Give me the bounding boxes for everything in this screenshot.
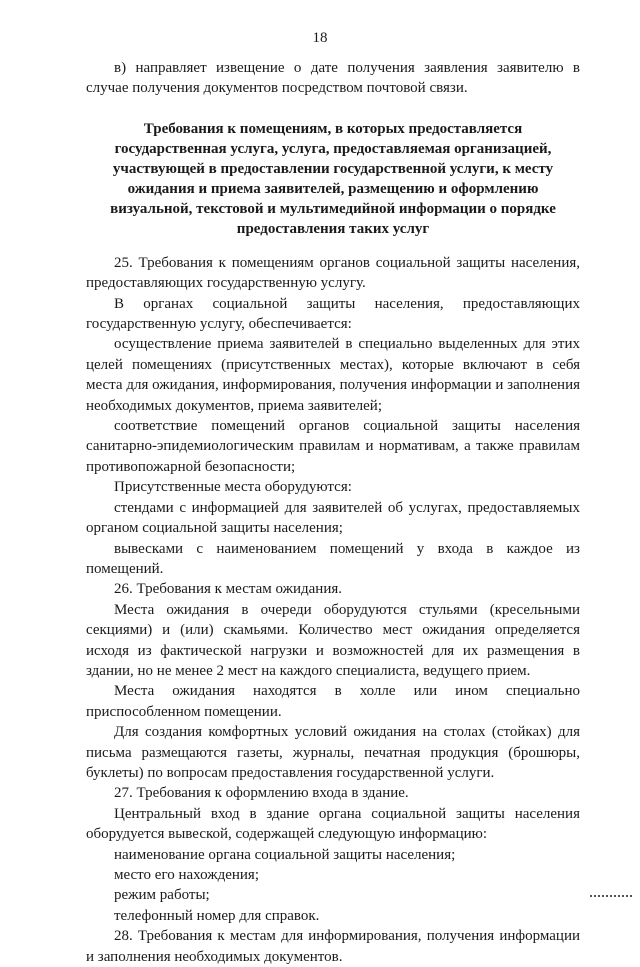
list-item: телефонный номер для справок.: [114, 907, 320, 924]
page-number: 18: [312, 30, 328, 46]
paragraph: Центральный вход в здание органа социальной защиты населения оборудуется вывеской, содержащей следующую информацию:: [86, 805, 580, 843]
paragraph: Места ожидания находятся в холле или ином специально приспособленном помещении.: [86, 683, 580, 720]
paragraph: Присутственные места оборудуются:: [114, 479, 352, 496]
paragraph-25: 25. Требования к помещениям органов социальной защиты населения, предоставляющих государственную услугу.: [86, 254, 580, 292]
list-item: наименование органа социальной защиты населения;: [114, 846, 456, 863]
scan-artifact-dots: [590, 895, 632, 899]
paragraph: осуществление приема заявителей в специально выделенных для этих целей помещениях (присутственных местах), которые включают в себя места для ожидания, информирования, получения информации и заполнения необходимых документов, приема заявителей;: [86, 336, 580, 414]
intro-paragraph: в) направляет извещение о дате получения заявления заявителю в случае получения документов посредством почтовой связи.: [86, 60, 580, 97]
paragraph-27: 27. Требования к оформлению входа в здание.: [114, 785, 409, 802]
document-body: [86, 58, 580, 967]
paragraph-28: 28. Требования к местам для информирования, получения информации и заполнения необходимых документов.: [86, 928, 580, 965]
paragraph: Места ожидания в очереди оборудуются стульями (кресельными секциями) и (или) скамьями. Количество мест ожидания определяется исходя из фактической нагрузки и возможностей для их размещения в здании, но не менее 2 мест на каждого специалиста, ведущего прием.: [86, 601, 580, 679]
paragraph-26: 26. Требования к местам ожидания.: [114, 581, 342, 598]
paragraph: вывесками с наименованием помещений у входа в каждое из помещений.: [86, 540, 580, 577]
paragraph: соответствие помещений органов социальной защиты населения санитарно-эпидемиологическим правилам и нормативам, а также правилам противопожарной безопасности;: [86, 418, 580, 475]
section-heading: Требования к помещениям, в которых предоставляется государственная услуга, услуга, предоставляемая организацией, участвующей в предоставлении государственной услуги, к месту ожидания и приема заявителей, размещению и оформлению визуальной, текстовой и мультимедийной информации о порядке предоставления таких услуг: [110, 120, 556, 237]
paragraph: В органах социальной защиты населения, предоставляющих государственную услугу, обеспечивается:: [86, 295, 580, 333]
list-item: место его нахождения;: [114, 867, 259, 883]
list-item: режим работы;: [114, 887, 210, 904]
paragraph: Для создания комфортных условий ожидания на столах (стойках) для письма размещаются газеты, журналы, печатная продукция (брошюры, буклеты) по вопросам предоставления государственной услуги.: [86, 724, 580, 781]
paragraph: стендами с информацией для заявителей об услугах, предоставляемых органом социальной защиты населения;: [86, 499, 580, 537]
